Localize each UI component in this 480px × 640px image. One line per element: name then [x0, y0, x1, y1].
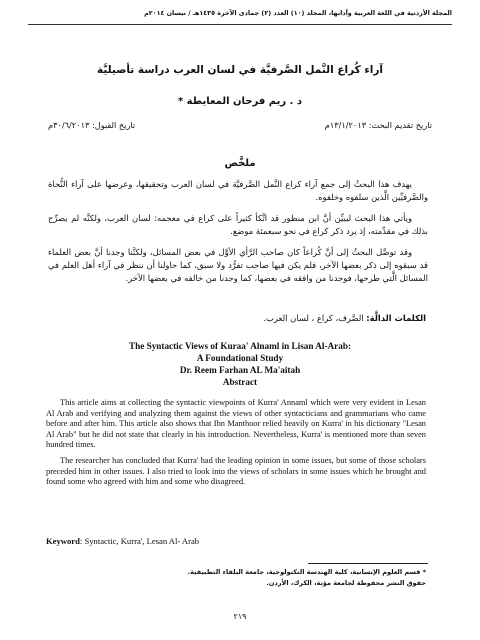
english-title-line-1: The Syntactic Views of Kuraa' Alnaml in Lisan Al-Arab:: [128, 341, 352, 351]
english-header-block: [20, 340, 460, 388]
arabic-abstract-heading: ملخَّص: [224, 158, 256, 169]
arabic-paragraph-3: وقد توصَّل البحثُ إلى أنَّ كُراعاً كان صاحب الرَّأي الأوَّل في بعض المسائل، ولكنَّنا وجدنا أنَّ بعض العلماء قد سبقوه إلى ذكر بعضها الآخر، فلم يكن فيها صاحب تفرُّد ولا سبق، كما حاولنا أن ننظر في آراء أهل العلم في المسائل الَّتي طرحها، فوجدنا من وافقه في بعضها، كما وجدنا من خالفه في بعضها الآخر.: [48, 246, 428, 284]
dates-line: [48, 120, 432, 134]
acceptance-date: تاريخ القبول: ٣٠/٦/٢٠١٣م: [48, 120, 136, 130]
english-keywords-text: : Syntactic, Kurra', Lesan Al- Arab: [79, 536, 200, 546]
arabic-abstract: [48, 178, 428, 293]
page-number: ٢١٩: [233, 612, 247, 621]
running-header: المجلة الأردنية في اللغة العربية وآدابها، المجلد (١٠) العدد (٢) جمادى الآخرة ١٤٣٥هـ / نيسان ٢٠١٤م: [144, 9, 452, 17]
english-keywords-label: Keyword: [46, 536, 80, 546]
submission-date: تاريخ تقديم البحث: ١٣/١/٢٠١٣م: [324, 120, 432, 130]
footnotes: [48, 567, 426, 589]
footnote-copyright: حقوق النشر محفوظة لجامعة مؤتة، الكرك، الأردن.: [266, 579, 426, 587]
arabic-paragraph-2: ويأتي هذا البحث ليبيِّن أنَّ ابن منظور قد اتَّكأ كثيراً على كراع في معجمه: لسان العرب، ولكنَّه لم يصرِّح بذلك في مقدِّمته، إذ يرد ذكر كراع في نحو سبعمئة موضع.: [48, 212, 428, 237]
arabic-author: د . ريم فرحان المعايطة *: [177, 96, 303, 107]
arabic-keywords-label: الكلمات الدالَّة:: [366, 313, 426, 323]
header-rule: [28, 24, 452, 25]
english-paragraph-1: This article aims at collecting the syntactic viewpoints of Kurra' Annaml which were very evident in Lesan Al Arab and verifying and analyzing them against the views of other syntacticians and grammarians who came before and after him. This article also shows that Ibn Manthoor relied heavily on Kurra' in his dictionary "Lesan Al Arab" but he did not state that clearly in his introduction. Nevertheless, Kurra' is mentioned more than seven hundred times.: [46, 398, 426, 450]
english-title-line-2: A Foundational Study: [196, 353, 284, 363]
arabic-keywords: [48, 313, 426, 323]
footnote-rule: [308, 563, 428, 564]
english-abstract: [46, 398, 426, 493]
arabic-paragraph-1: يهدف هذا البحثُ إلى جمع آراء كراع النَّمل الصَّرفيَّة في لسان العرب وتحقيقها، وعرضها على آراء النُّحاة والصَّرفيِّين الَّذين سلفوه وخلفوه.: [48, 179, 428, 203]
english-keywords: [46, 536, 426, 546]
arabic-keywords-text: الصَّرف، كراع ، لسان العرب.: [263, 313, 367, 323]
footnote-affiliation: * قسم العلوم الإنسانية، كلية الهندسة التكنولوجية، جامعة البلقاء التطبيقية.: [187, 568, 426, 576]
arabic-title: آراء كُراع النَّمل الصَّرفيَّة في لسان العرب دراسة تأصيليَّة: [96, 64, 384, 76]
english-author: Dr. Reem Farhan AL Ma'aitah: [179, 365, 301, 375]
english-abstract-heading: Abstract: [222, 377, 258, 387]
english-paragraph-2: The researcher has concluded that Kurra' had the leading opinion in some issues, but some of those scholars preceded him in other issues. I also tried to look into the views of scholars in some issues which he brought and found some who agreed with him and some who disagreed.: [46, 455, 426, 487]
